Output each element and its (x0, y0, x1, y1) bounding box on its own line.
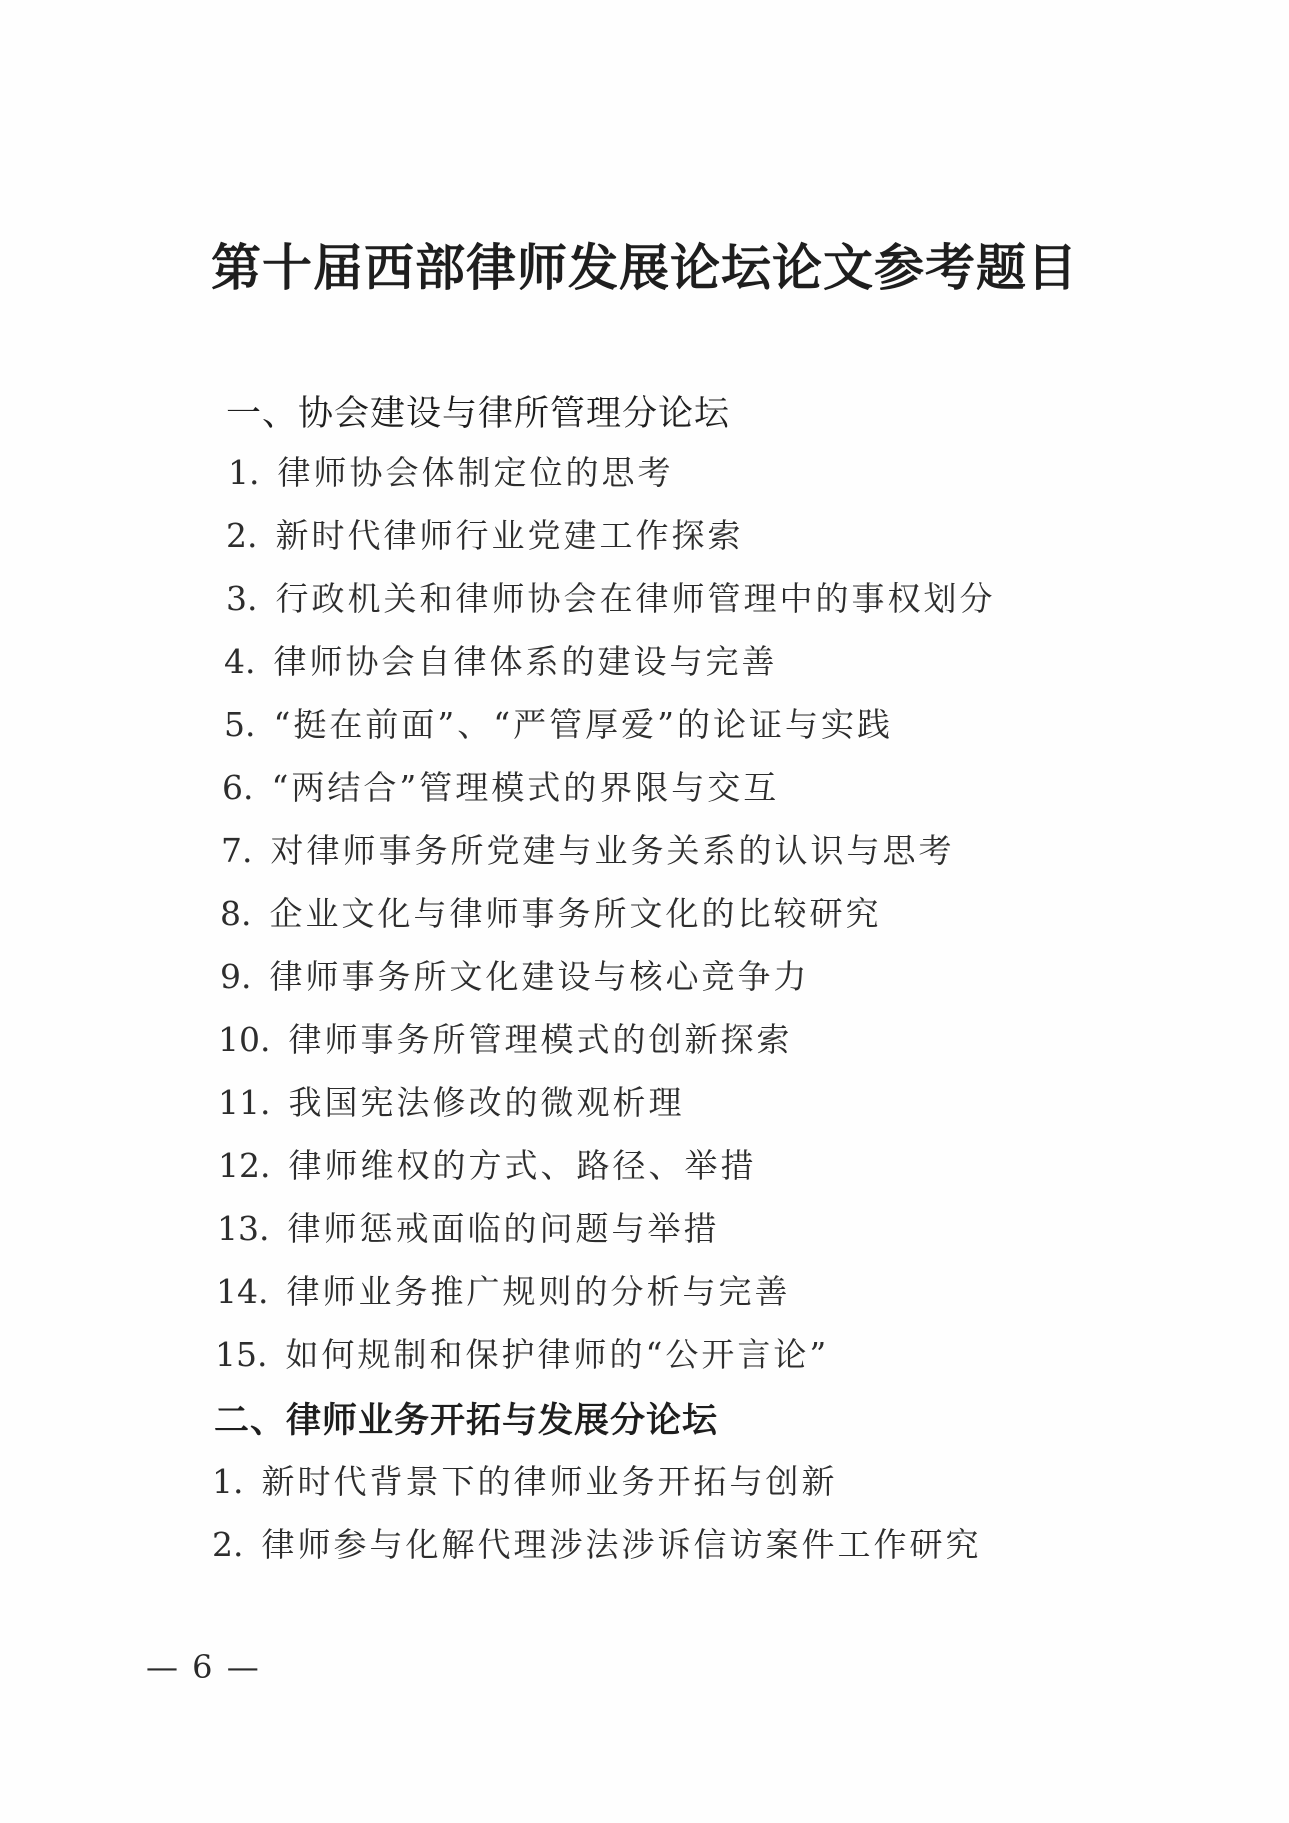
list-item (218, 1014, 792, 1061)
list-item (224, 699, 893, 746)
page-number: — 6 — (146, 1648, 261, 1686)
list-item (221, 825, 955, 872)
item-text: 新时代背景下的律师业务开拓与创新 (261, 1462, 838, 1501)
item-text: 律师参与化解代理涉法涉诉信访案件工作研究 (261, 1525, 982, 1564)
item-text: 律师维权的方式、路径、举措 (288, 1146, 757, 1185)
item-number: 1. (212, 1462, 244, 1501)
list-item (222, 762, 779, 809)
item-number: 15. (215, 1335, 268, 1374)
item-number: 9. (220, 957, 252, 996)
item-text: “两结合”管理模式的界限与交互 (271, 768, 780, 807)
item-number: 1. (228, 453, 260, 492)
section-heading-association-management: 一、协会建设与律所管理分论坛 (226, 394, 731, 434)
list-item (218, 1140, 756, 1187)
item-text: 律师业务推广规则的分析与完善 (286, 1272, 791, 1311)
item-text: 行政机关和律师协会在律师管理中的事权划分 (275, 579, 996, 618)
list-item (212, 1456, 838, 1503)
list-item (212, 1519, 982, 1566)
list-item (218, 1077, 684, 1124)
list-item (217, 1203, 719, 1250)
item-number: 11. (218, 1083, 271, 1122)
list-item (228, 447, 674, 494)
item-number: 7. (221, 831, 253, 870)
item-text: 律师惩戒面临的问题与举措 (287, 1209, 720, 1248)
item-number: 6. (222, 768, 254, 807)
item-number: 3. (226, 579, 258, 618)
item-number: 10. (218, 1020, 271, 1059)
item-number: 12. (218, 1146, 271, 1185)
item-number: 4. (224, 642, 256, 681)
item-number: 2. (212, 1525, 244, 1564)
list-item (224, 636, 778, 683)
item-text: 如何规制和保护律师的“公开言论” (285, 1335, 830, 1374)
item-number: 2. (226, 516, 258, 555)
list-item (216, 1266, 790, 1313)
item-text: 对律师事务所党建与业务关系的认识与思考 (270, 831, 955, 870)
document-title: 第十届西部律师发展论坛论文参考题目 (211, 238, 1078, 297)
section-heading-business-development: 二、律师业务开拓与发展分论坛 (214, 1401, 719, 1441)
item-text: 律师协会自律体系的建设与完善 (273, 642, 778, 681)
item-text: 律师协会体制定位的思考 (277, 453, 674, 492)
item-text: 律师事务所文化建设与核心竞争力 (269, 957, 810, 996)
list-item (220, 951, 810, 998)
item-number: 13. (217, 1209, 270, 1248)
item-number: 14. (216, 1272, 269, 1311)
item-text: 新时代律师行业党建工作探索 (275, 516, 744, 555)
item-text: “挺在前面”、“严管厚爱”的论证与实践 (273, 705, 893, 744)
list-item (220, 888, 882, 935)
list-item (215, 1329, 829, 1376)
item-number: 5. (224, 705, 256, 744)
item-text: 我国宪法修改的微观析理 (288, 1083, 685, 1122)
list-item (226, 510, 744, 557)
item-text: 企业文化与律师事务所文化的比较研究 (269, 894, 882, 933)
item-number: 8. (220, 894, 252, 933)
list-item (226, 573, 996, 620)
item-text: 律师事务所管理模式的创新探索 (288, 1020, 793, 1059)
